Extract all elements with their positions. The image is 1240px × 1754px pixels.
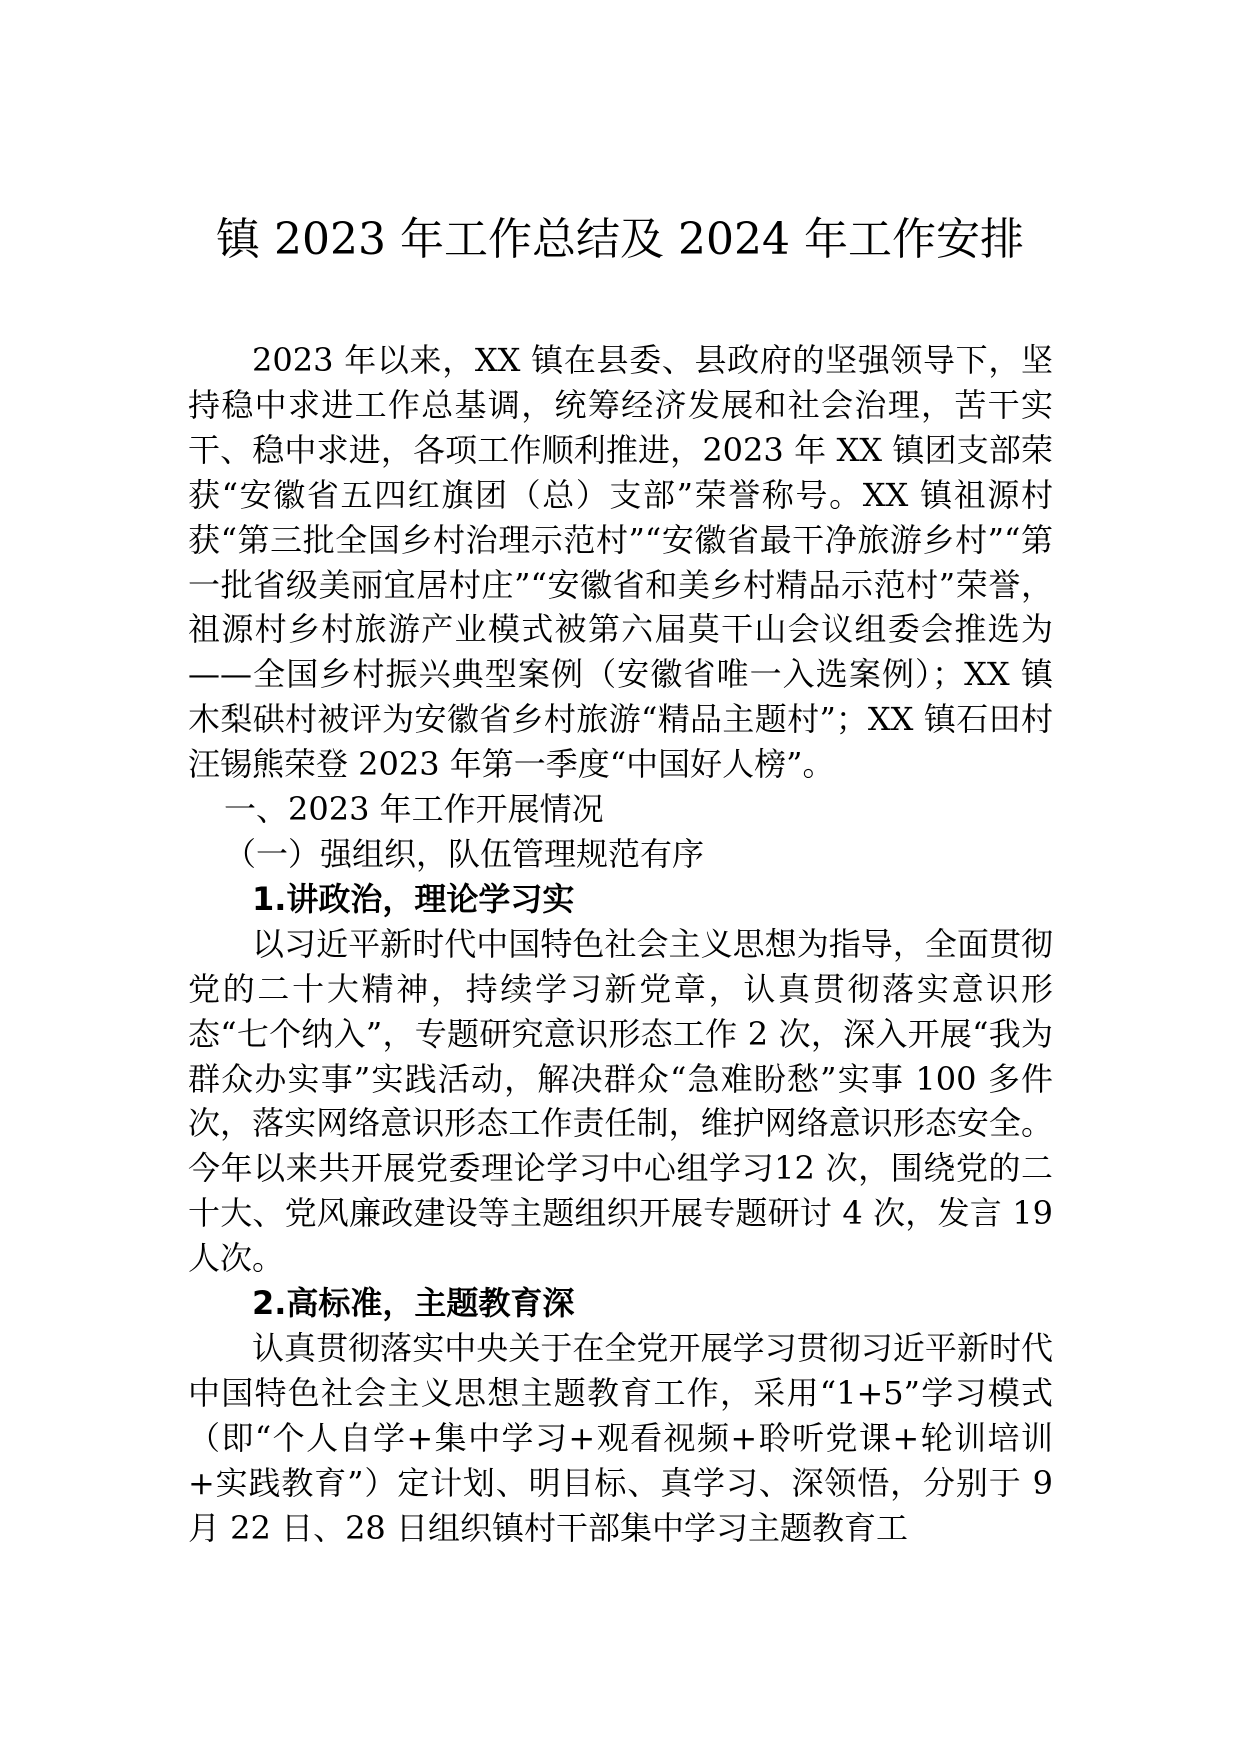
item-heading: 1.讲政治，理论学习实 [252,879,575,918]
intro-paragraph: 2023 年以来，XX 镇在县委、县政府的坚强领导下，坚持稳中求进工作总基调，统筹经济发展和社会治理，苦干实干、稳中求进，各项工作顺利推进，2023 年 XX 镇团支部荣获“安徽省五四红旗团（总）支部”荣誉称号。XX 镇祖源村获“第三批全国乡村治理示范村”“安徽省最干净旅游乡村”“第一批省级美丽宜居村庄”“安徽省和美乡村精品示范村”荣誉，祖源村乡村旅游产业模式被第六届莫干山会议组委会推选为——全国乡村振兴典型案例（安徽省唯一入选案例）；XX 镇木梨硔村被评为安徽省乡村旅游“精品主题村”；XX 镇石田村汪锡熊荣登 2023 年第一季度“中国好人榜”。 [188,341,1053,784]
subsection-heading: （一）强组织，队伍管理规范有序 [224,834,705,873]
document-body [188,338,1053,1550]
item-heading: 2.高标准，主题教育深 [252,1284,575,1323]
document-title: 镇 2023 年工作总结及 2024 年工作安排 [216,214,1024,265]
item-paragraph: 以习近平新时代中国特色社会主义思想为指导，全面贯彻党的二十大精神，持续学习新党章，认真贯彻落实意识形态“七个纳入”，专题研究意识形态工作 2 次，深入开展“我为群众办实事”实践活动，解决群众“急难盼愁”实事 100 多件次，落实网络意识形态工作责任制，维护网络意识形态安全。今年以来共开展党委理论学习中心组学习12 次，围绕党的二十大、党风廉政建设等主题组织开展专题研讨 4 次，发言 19 人次。 [188,924,1053,1278]
item-paragraph: 认真贯彻落实中央关于在全党开展学习贯彻习近平新时代中国特色社会主义思想主题教育工作，采用“1+5”学习模式（即“个人自学+集中学习+观看视频+聆听党课+轮训培训+实践教育”）定计划、明目标、真学习、深领悟，分别于 9 月 22 日、28 日组织镇村干部集中学习主题教育工 [188,1328,1053,1547]
section-heading: 一、2023 年工作开展情况 [224,790,604,829]
